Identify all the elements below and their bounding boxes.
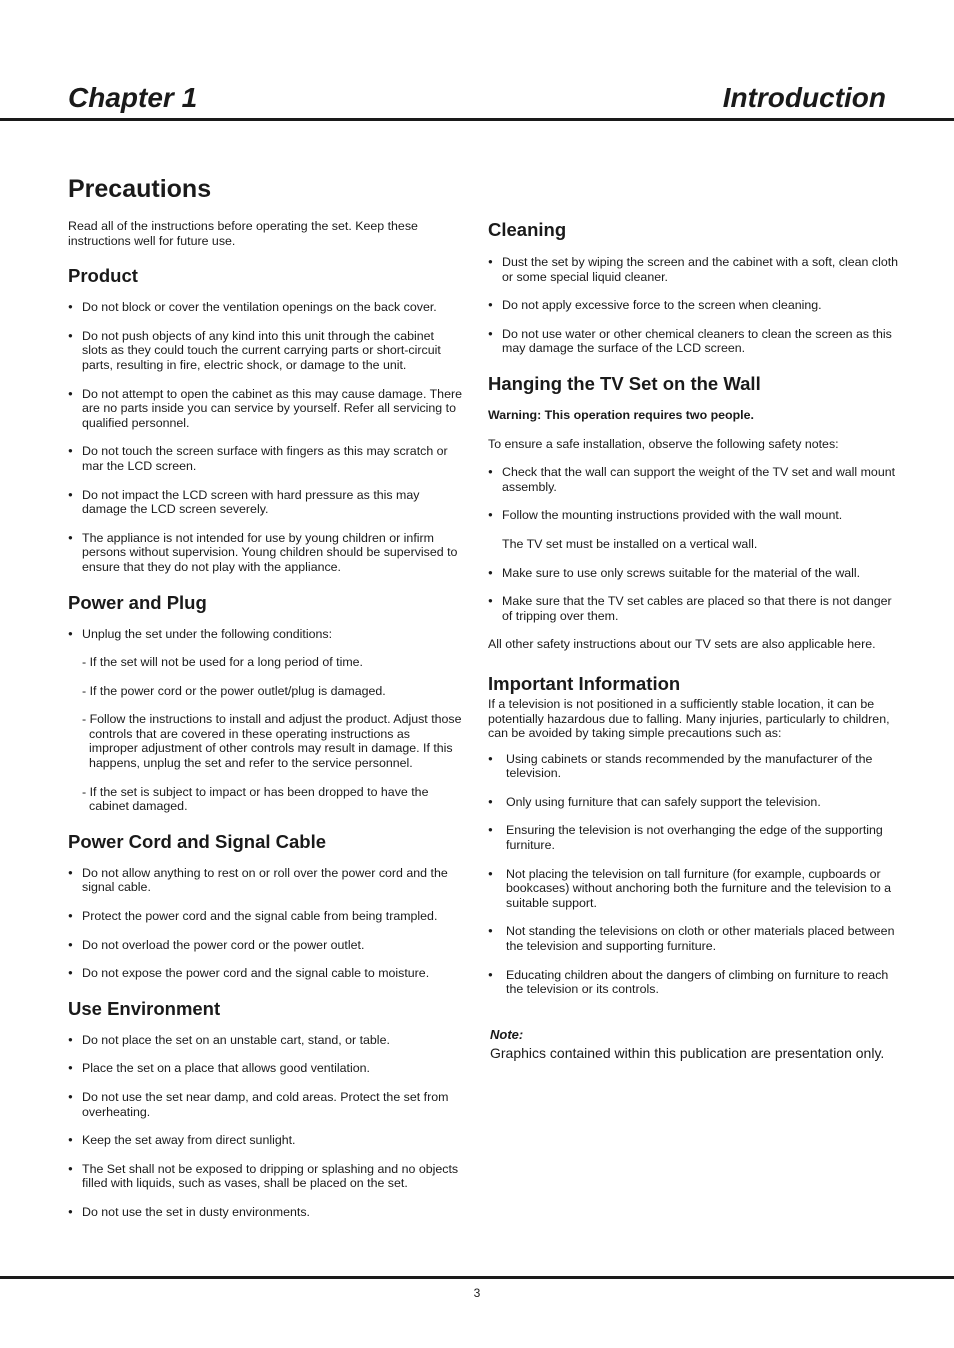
sub-item: - Follow the instructions to install and adjust the product. Adjust those controls that are covered in these operating instructions as improper adjustment of other controls may result in damage. If this happens, unplug the set and refer to the service personnel. <box>82 712 462 771</box>
note-label: Note: <box>490 1026 524 1042</box>
section-heading-power-plug: Power and Plug <box>68 591 207 613</box>
chapter-label: Chapter 1 <box>68 82 198 113</box>
warning-text: Warning: This operation requires two people. <box>488 407 754 422</box>
footer-rule <box>0 1276 954 1279</box>
hanging-intro: To ensure a safe installation, observe the following safety notes: <box>488 436 839 451</box>
page-title: Precautions <box>68 175 212 203</box>
list-item: ● Not standing the televisions on cloth or other materials placed between the television and supporting furniture. <box>488 924 900 953</box>
list-item: ● Do not use the set in dusty environments. <box>68 1205 462 1220</box>
list-item: ● Not placing the television on tall furniture (for example, cupboards or bookcases) without anchoring both the furniture and the television to a suitable support. <box>488 867 900 911</box>
list-item: ● Do not block or cover the ventilation openings on the back cover. <box>68 300 462 315</box>
section-heading-cord: Power Cord and Signal Cable <box>68 830 327 852</box>
important-intro: If a television is not positioned in a sufficiently stable location, it can be potentially hazardous due to falling. Many injuries, particularly to children, can be avoided by taking simple precautions such as: <box>488 696 890 741</box>
section-heading-environment: Use Environment <box>68 997 221 1019</box>
list-item: ● Follow the mounting instructions provided with the wall mount. <box>488 508 900 523</box>
list-item: ● Dust the set by wiping the screen and the cabinet with a soft, clean cloth or some special liquid cleaner. <box>488 255 900 284</box>
section-heading-product: Product <box>68 265 138 287</box>
list-item: ● Check that the wall can support the weight of the TV set and wall mount assembly. <box>488 465 900 494</box>
list-item: ● The appliance is not intended for use by young children or infirm persons without supervision. Young children should be supervised to ensure that they do not play with the appliance. <box>68 531 462 575</box>
list-item: ● Only using furniture that can safely support the television. <box>488 795 900 810</box>
left-column <box>68 219 462 1220</box>
list-item: ● Do not use the set near damp, and cold areas. Protect the set from overheating. <box>68 1090 462 1119</box>
header-rule <box>0 118 954 121</box>
plain-note: The TV set must be installed on a vertical wall. <box>502 536 758 551</box>
list-item: ● Do not push objects of any kind into this unit through the cabinet slots as they could touch the current carrying parts or short-circuit parts, resulting in fire, electric shock, or damage to the unit. <box>68 329 462 373</box>
list-item: ● Do not allow anything to rest on or roll over the power cord and the signal cable. <box>68 866 462 895</box>
list-item: ● Do not attempt to open the cabinet as this may cause damage. There are no parts inside you can service by yourself. Refer all servicing to qualified personnel. <box>68 387 462 431</box>
section-heading-important: Important Information <box>488 672 681 694</box>
list-item: ● Make sure that the TV set cables are placed so that there is not danger of tripping over them. <box>488 594 900 623</box>
list-item: ● Using cabinets or stands recommended by the manufacturer of the television. <box>488 752 900 781</box>
page-number: 3 <box>473 1286 481 1300</box>
sub-item: - If the set will not be used for a long period of time. <box>82 655 364 670</box>
section-heading-hanging: Hanging the TV Set on the Wall <box>488 372 761 394</box>
list-item: ● Place the set on a place that allows good ventilation. <box>68 1061 462 1076</box>
list-item: ● Ensuring the television is not overhanging the edge of the supporting furniture. <box>488 823 900 852</box>
intro-text: Read all of the instructions before operating the set. Keep these instructions well for future use. <box>68 219 418 248</box>
list-item: ● Do not apply excessive force to the screen when cleaning. <box>488 298 900 313</box>
right-column <box>488 219 900 1062</box>
list-item: ● Do not place the set on an unstable cart, stand, or table. <box>68 1033 462 1048</box>
section-heading-cleaning: Cleaning <box>488 219 567 240</box>
sub-item: - If the set is subject to impact or has been dropped to have the cabinet damaged. <box>82 784 429 814</box>
list-item: ● Do not expose the power cord and the signal cable to moisture. <box>68 966 462 981</box>
list-item: ● Keep the set away from direct sunlight. <box>68 1133 462 1148</box>
list-item: ● Do not impact the LCD screen with hard pressure as this may damage the LCD screen severely. <box>68 488 462 517</box>
note-text: Graphics contained within this publication are presentation only. <box>490 1045 885 1062</box>
list-item: ● Make sure to use only screws suitable for the material of the wall. <box>488 566 900 581</box>
list-item: ● Protect the power cord and the signal cable from being trampled. <box>68 909 462 924</box>
list-item: ● Educating children about the dangers of climbing on furniture to reach the television or its controls. <box>488 968 900 997</box>
list-item: ● Do not use water or other chemical cleaners to clean the screen as this may damage the surface of the LCD screen. <box>488 327 900 356</box>
chapter-title: Introduction <box>722 82 886 113</box>
list-item: ● Do not touch the screen surface with fingers as this may scratch or mar the LCD screen. <box>68 444 462 473</box>
list-item: ● Unplug the set under the following conditions: <box>68 627 462 642</box>
sub-item: - If the power cord or the power outlet/plug is damaged. <box>82 683 386 698</box>
hanging-outro: All other safety instructions about our TV sets are also applicable here. <box>488 637 876 652</box>
list-item: ● The Set shall not be exposed to dripping or splashing and no objects filled with liquids, such as vases, shall be placed on the set. <box>68 1162 462 1191</box>
list-item: ● Do not overload the power cord or the power outlet. <box>68 938 462 953</box>
